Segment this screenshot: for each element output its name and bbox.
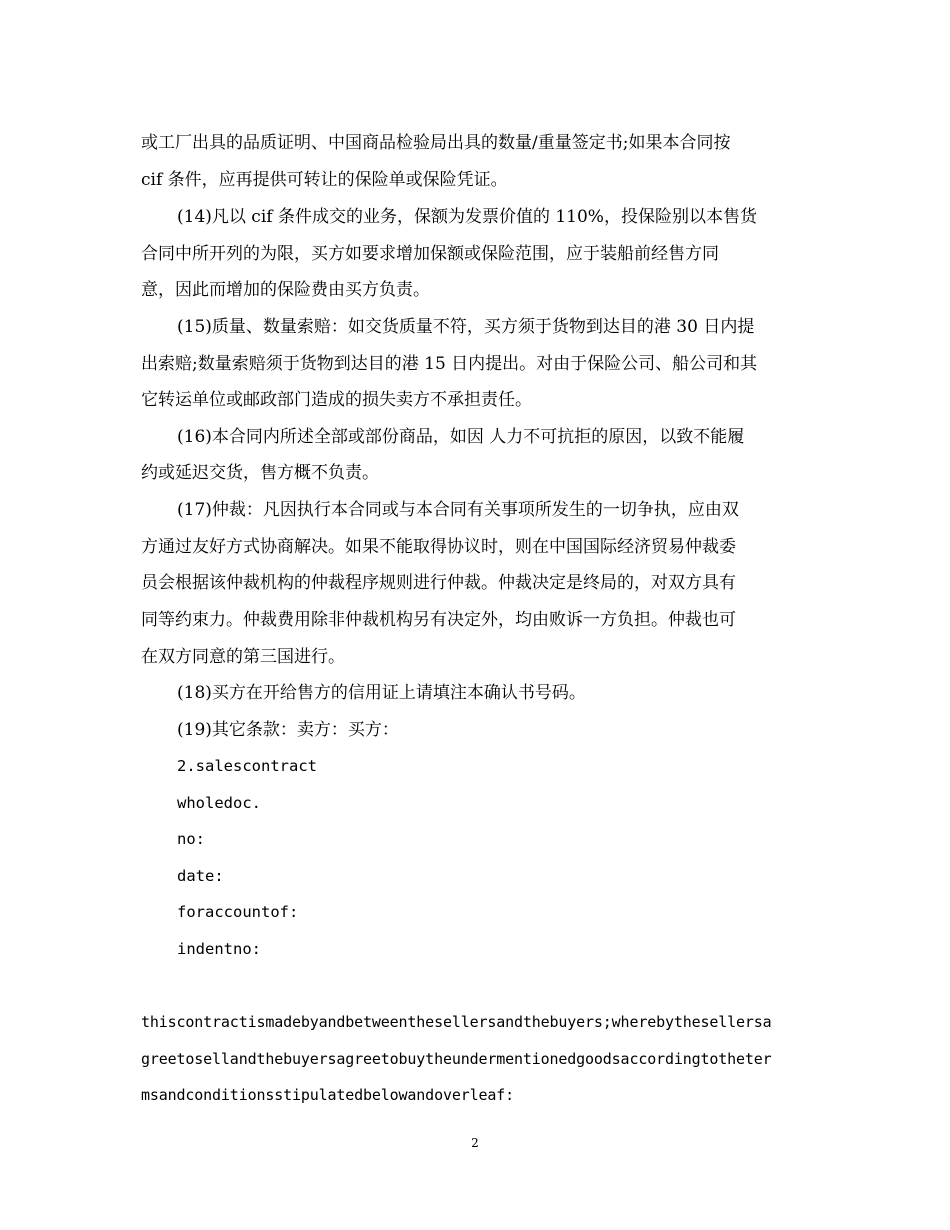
clause-17-line-4: 同等约束力。仲裁费用除非仲裁机构另有决定外，均由败诉一方负担。仲裁也可	[141, 610, 736, 630]
date-field-label: date:	[177, 867, 224, 885]
clause-16-line-2: 约或延迟交货，售方概不负责。	[141, 463, 379, 483]
clause-19-line: (19)其它条款：卖方：买方：	[177, 720, 399, 740]
page-number: 2	[471, 1136, 479, 1150]
wholedoc-line: wholedoc.	[177, 794, 261, 812]
clause-14-line-2: 合同中所开列的为限，买方如要求增加保额或保险范围，应于装船前经售方同	[141, 244, 719, 264]
contract-intro-line-1: thiscontractismadebyandbetweenthesellersandthebuyers;wherebythesellersa	[141, 1013, 772, 1031]
sales-contract-heading: 2.salescontract	[177, 757, 317, 775]
clause-17-line-5: 在双方同意的第三国进行。	[141, 647, 345, 667]
clause-16-line-1: (16)本合同内所述全部或部份商品，如因 人力不可抗拒的原因，以致不能履	[177, 427, 745, 447]
no-field-label: no:	[177, 830, 205, 848]
clause-15-line-2: 出索赔;数量索赔须于货物到达目的港 15 日内提出。对由于保险公司、船公司和其	[141, 354, 758, 374]
body-line-2: cif 条件，应再提供可转让的保险单或保险凭证。	[141, 170, 508, 190]
contract-intro-line-3: msandconditionsstipulatedbelowandoverleaf:	[141, 1086, 514, 1104]
clause-14-line-1: (14)凡以 cif 条件成交的业务，保额为发票价值的 110%，投保险别以本售货	[177, 207, 757, 227]
clause-18-line: (18)买方在开给售方的信用证上请填注本确认书号码。	[177, 683, 586, 703]
clause-15-line-3: 它转运单位或邮政部门造成的损失卖方不承担责任。	[141, 390, 532, 410]
clause-14-line-3: 意，因此而增加的保险费由买方负责。	[141, 280, 430, 300]
clause-17-line-2: 方通过友好方式协商解决。如果不能取得协议时，则在中国国际经济贸易仲裁委	[141, 537, 736, 557]
clause-15-line-1: (15)质量、数量索赔：如交货质量不符，买方须于货物到达目的港 30 日内提	[177, 317, 755, 337]
for-account-of-field-label: foraccountof:	[177, 903, 299, 921]
contract-intro-line-2: greetosellandthebuyersagreetobuytheundermentionedgoodsaccordingtotheter	[141, 1050, 772, 1068]
indent-no-field-label: indentno:	[177, 940, 261, 958]
body-line-1: 或工厂出具的品质证明、中国商品检验局出具的数量/重量签定书;如果本合同按	[141, 133, 731, 153]
clause-17-line-3: 员会根据该仲裁机构的仲裁程序规则进行仲裁。仲裁决定是终局的，对双方具有	[141, 573, 736, 593]
clause-17-line-1: (17)仲裁：凡因执行本合同或与本合同有关事项所发生的一切争执，应由双	[177, 500, 739, 520]
